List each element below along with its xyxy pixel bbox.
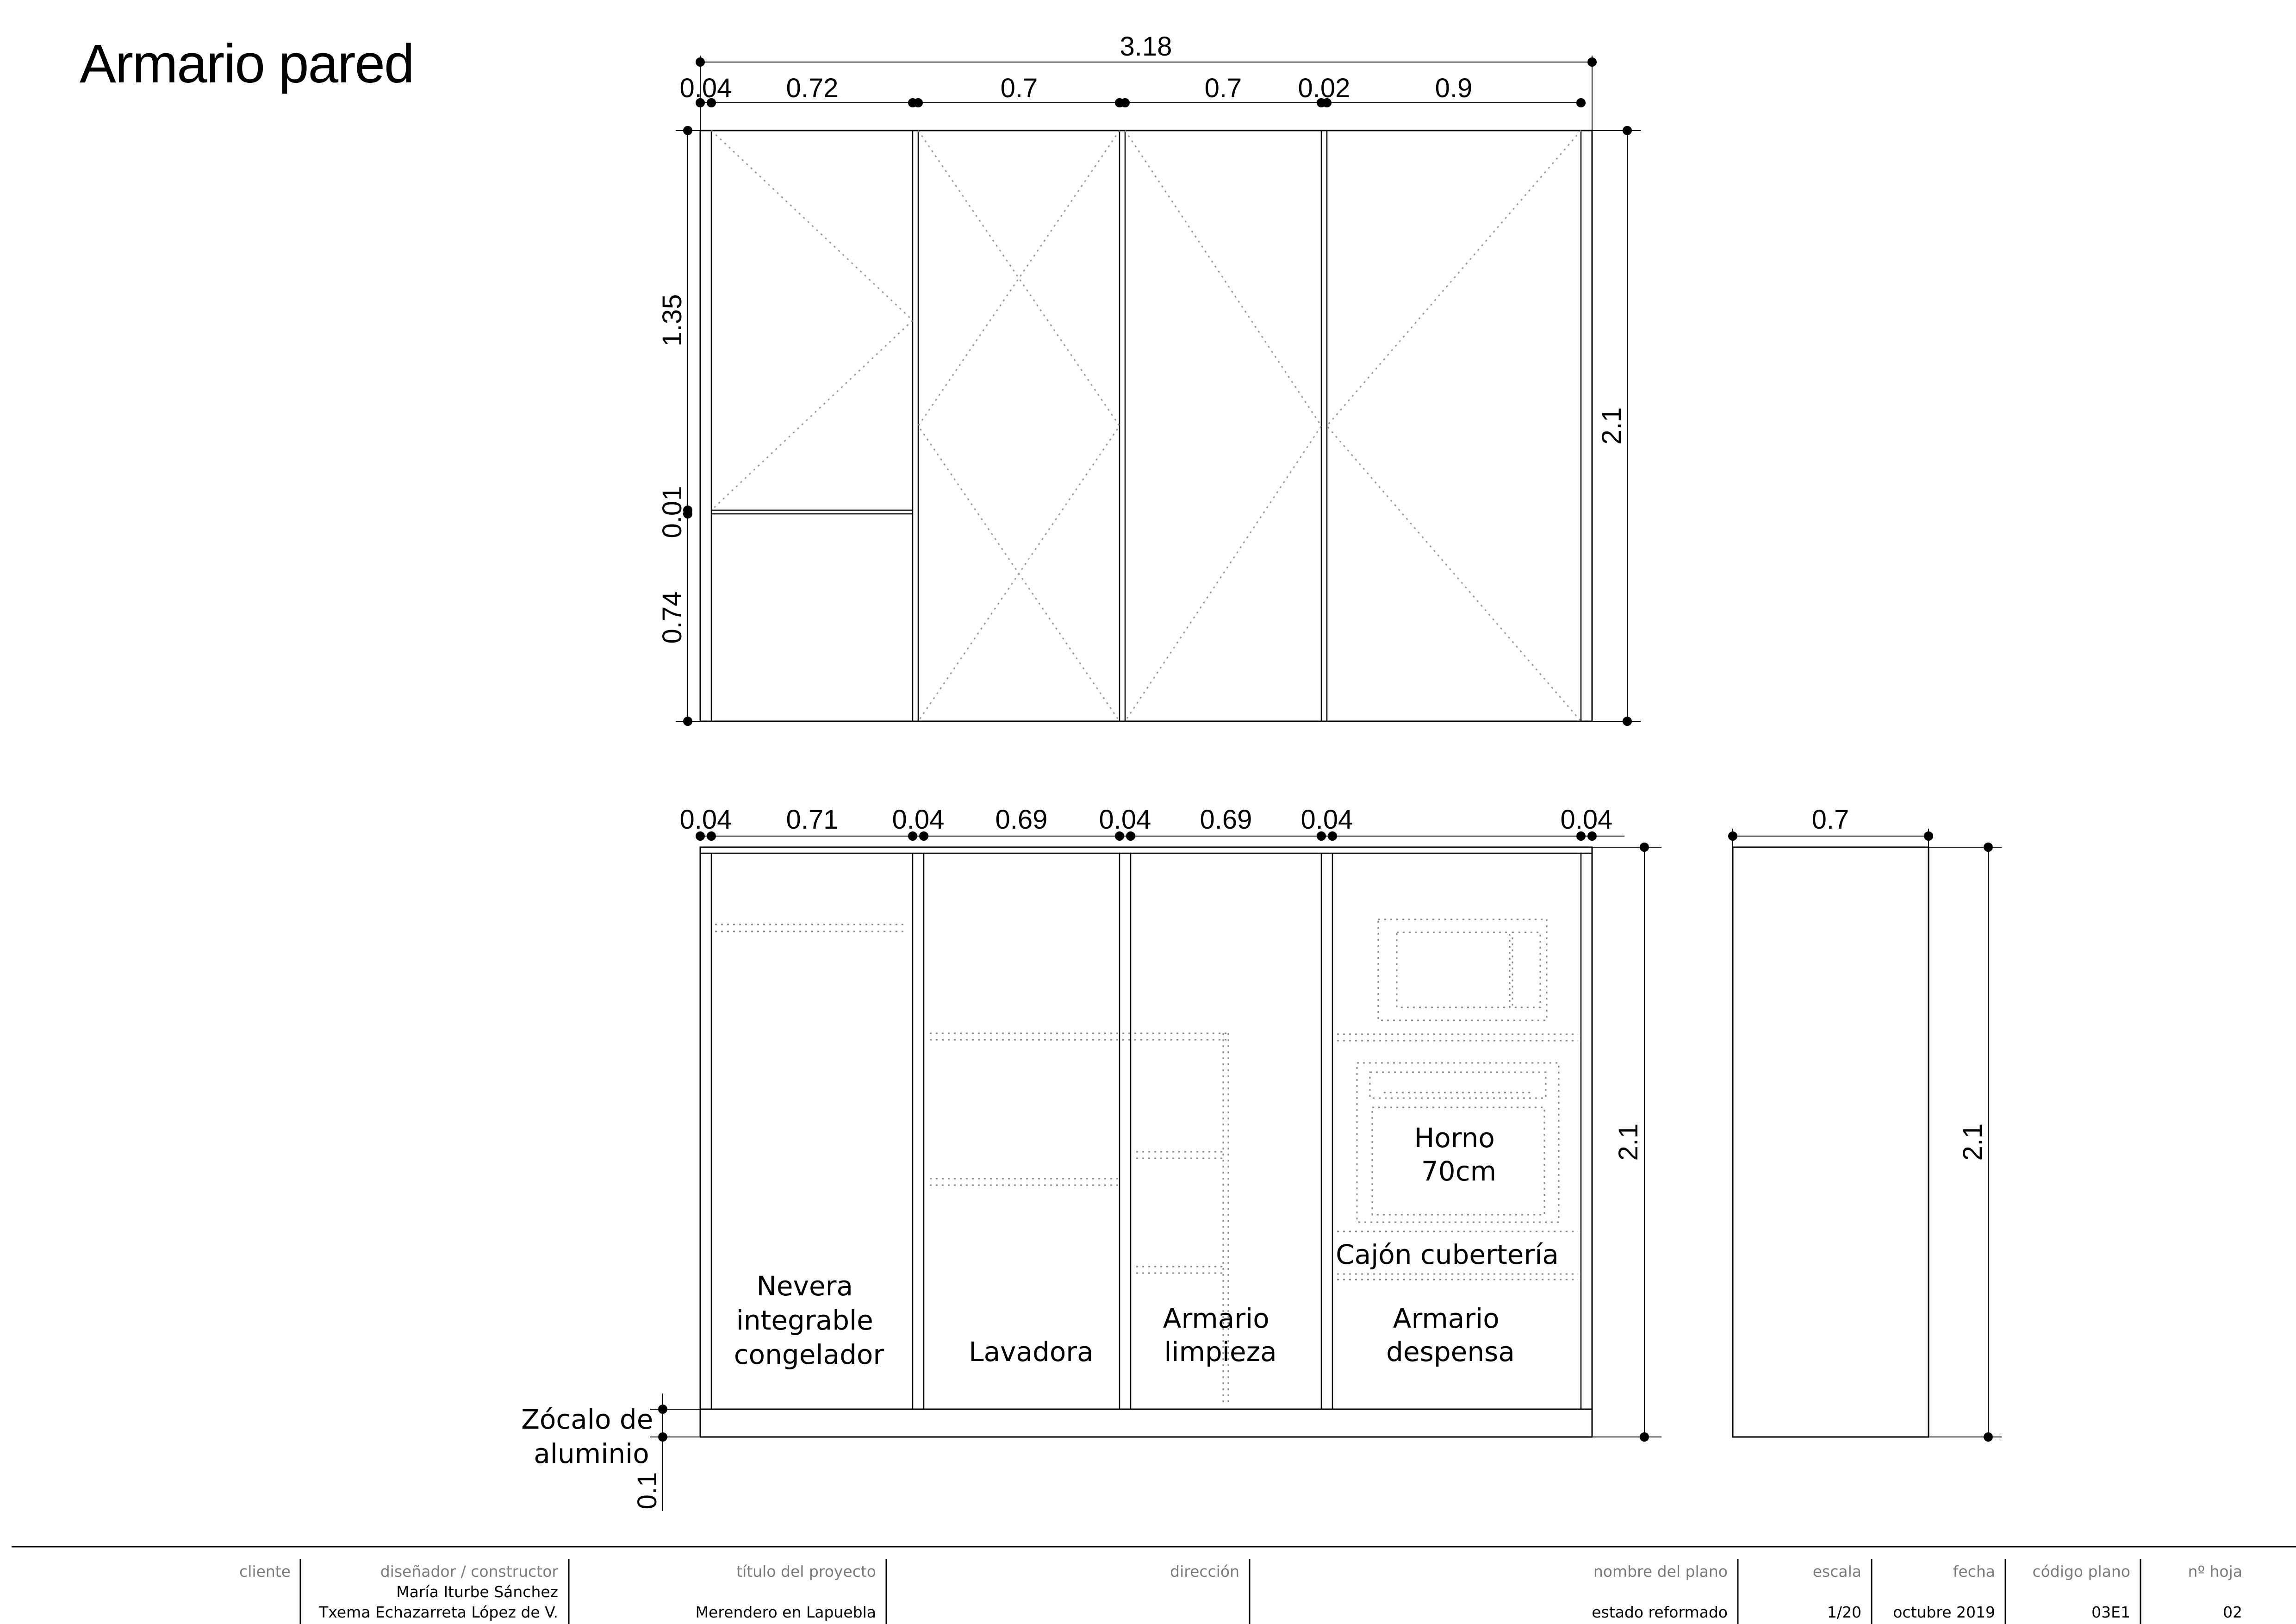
tb-hoja-label: nº hoja [2188, 1562, 2242, 1580]
top-seg-4: 0.7 [1204, 73, 1242, 103]
top-height-1: 1.35 [657, 294, 687, 347]
plinth [700, 1409, 1592, 1437]
front-seg-7: 0.04 [1300, 805, 1353, 835]
front-seg-6: 0.69 [1200, 805, 1252, 835]
tb-codigo-label: código plano [2032, 1562, 2130, 1580]
tb-titulo-label: título del proyecto [736, 1562, 876, 1580]
front-seg-3: 0.04 [892, 805, 945, 835]
tb-fecha-label: fecha [1953, 1562, 1995, 1580]
top-elevation [700, 131, 1592, 721]
page-title: Armario pared [80, 33, 414, 94]
tb-titulo-value: Merendero en Lapuebla [695, 1603, 876, 1621]
tb-fecha-value: octubre 2019 [1893, 1603, 1995, 1621]
tb-disenador-value-2: Txema Echazarreta López de V. [319, 1603, 558, 1621]
top-seg-5: 0.02 [1298, 73, 1350, 103]
top-dimensions [676, 56, 1641, 725]
side-height: 2.1 [1958, 1123, 1988, 1161]
title-block [12, 1547, 2296, 1624]
top-height-3: 0.74 [657, 591, 687, 644]
top-seg-2: 0.72 [786, 73, 839, 103]
tb-codigo-value: 03E1 [2091, 1603, 2130, 1621]
plinth-label: Zócalo de aluminio [521, 1404, 653, 1469]
top-height-2: 0.01 [657, 486, 687, 538]
tb-nombre-value: estado reformado [1592, 1603, 1728, 1621]
top-seg-3: 0.7 [1000, 73, 1038, 103]
front-unit-labels [521, 1122, 1559, 1469]
tb-nombre-label: nombre del plano [1593, 1562, 1728, 1580]
top-seg-6: 0.9 [1435, 73, 1473, 103]
side-width: 0.7 [1811, 805, 1849, 835]
side-cabinet-outline [1733, 847, 1929, 1437]
side-elevation [1729, 805, 2002, 1441]
top-dimension-labels [657, 31, 1627, 643]
washer-label: Lavadora [969, 1336, 1094, 1368]
fridge-label: Nevera integrable congelador [734, 1270, 884, 1370]
drawer-label: Cajón cubertería [1336, 1239, 1559, 1270]
tb-escala-label: escala [1812, 1562, 1861, 1580]
front-seg-8: 0.04 [1560, 805, 1613, 835]
top-overall-width: 3.18 [1120, 31, 1172, 62]
tb-disenador-label: diseñador / constructor [380, 1562, 558, 1580]
front-seg-2: 0.71 [786, 805, 839, 835]
plinth-height: 0.1 [632, 1472, 662, 1510]
top-seg-1: 0.04 [679, 73, 732, 103]
oven-label: Horno 70cm [1414, 1122, 1497, 1187]
tb-escala-value: 1/20 [1827, 1603, 1861, 1621]
tb-hoja-value: 02 [2223, 1603, 2242, 1621]
front-seg-5: 0.04 [1099, 805, 1151, 835]
tb-direccion-label: dirección [1170, 1562, 1239, 1580]
cleaning-cabinet-label: Armario limpieza [1163, 1303, 1277, 1368]
tb-cliente-label: cliente [239, 1562, 291, 1580]
front-seg-4: 0.69 [995, 805, 1048, 835]
front-height: 2.1 [1613, 1123, 1643, 1161]
pantry-label: Armario despensa [1386, 1303, 1515, 1368]
tb-disenador-value-1: María Iturbe Sánchez [396, 1583, 558, 1601]
top-cabinet-outline [700, 131, 1592, 721]
front-seg-1: 0.04 [679, 805, 732, 835]
top-right-height: 2.1 [1597, 407, 1627, 445]
